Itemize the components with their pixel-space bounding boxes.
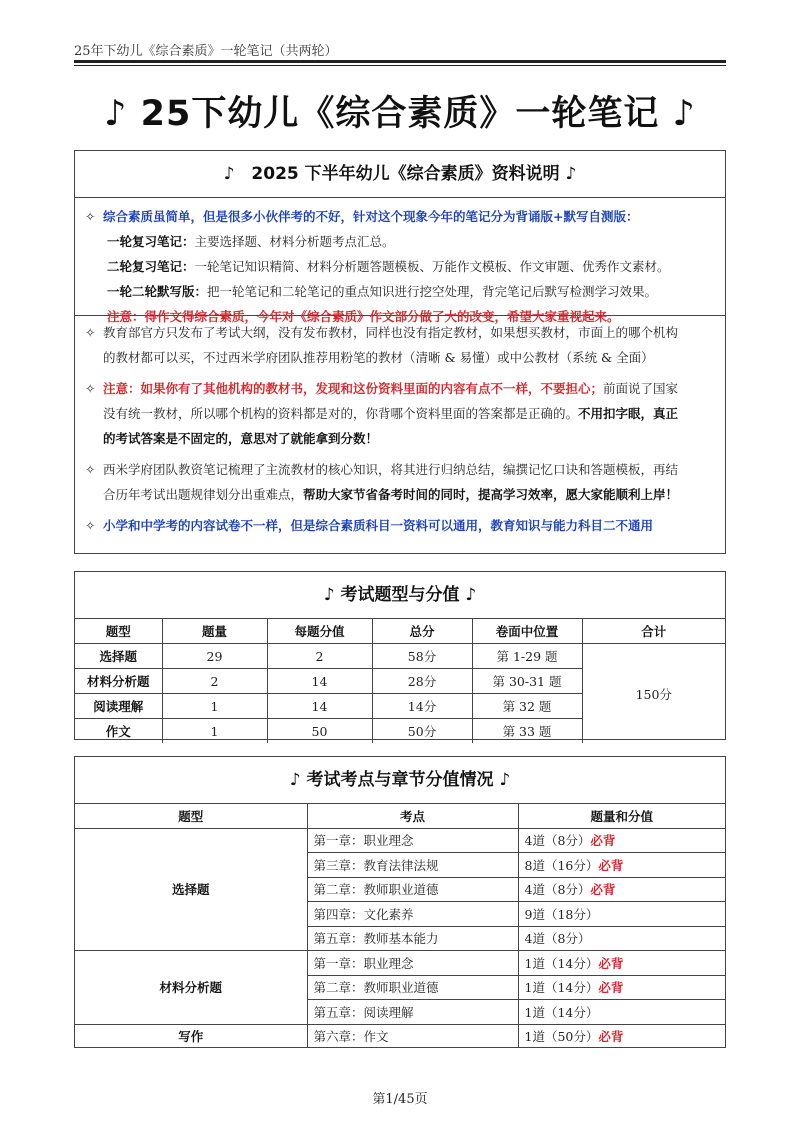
score-text: 4道（8分） bbox=[524, 833, 591, 849]
position-cell: 第 32 题 bbox=[472, 694, 582, 719]
team-notes-line-2a: 合历年考试出题规律划分出重难点， bbox=[103, 487, 304, 502]
header-cell: 考点 bbox=[307, 804, 518, 829]
running-header: 25年下幼儿《综合素质》一轮笔记（共两轮） bbox=[74, 44, 338, 59]
topic-cell: 第一章：职业理念 bbox=[307, 951, 518, 976]
topic-cell: 第五章：阅读理解 bbox=[307, 1000, 518, 1025]
score-cell bbox=[518, 926, 725, 951]
textbook-line-2: 的教材都可以买，不过西米学府团队推荐用粉笔的教材（清晰 & 易懂）或中公教材（系统 & 全面） bbox=[103, 350, 654, 365]
team-notes-line-2b: 帮助大家节省备考时间的同时，提高学习效率，愿大家能顺利上岸！ bbox=[303, 487, 679, 502]
score-cell bbox=[518, 877, 725, 902]
header-cell: 题量和分值 bbox=[518, 804, 725, 829]
page-title: ♪ 25下幼儿《综合素质》一轮笔记 ♪ bbox=[104, 94, 696, 134]
must-memorize-badge: 必背 bbox=[590, 833, 616, 849]
intro-block-notes bbox=[75, 198, 725, 324]
header-cell: 每题分值 bbox=[267, 619, 372, 644]
diamond-bullet-icon: ✧ bbox=[85, 325, 96, 340]
header-cell: 题量 bbox=[162, 619, 267, 644]
points-cell: 50 bbox=[267, 719, 372, 744]
must-memorize-badge: 必背 bbox=[598, 980, 624, 996]
topic-cell: 第二章：教师职业道德 bbox=[307, 877, 518, 902]
score-cell bbox=[518, 975, 725, 1000]
must-memorize-badge: 必背 bbox=[590, 882, 616, 898]
other-textbook-warning: 注意：如果你有了其他机构的教材书，发现和这份资料里面的内容有点不一样，不要担心； bbox=[103, 381, 604, 396]
type-cell: 写作 bbox=[75, 1024, 307, 1048]
score-cell bbox=[518, 951, 725, 976]
score-cell bbox=[518, 1000, 725, 1025]
subject-note: 小学和中学考的内容试卷不一样，但是综合素质科目一资料可以通用，教育知识与能力科目二不通用 bbox=[103, 518, 654, 533]
diamond-bullet-icon: ✧ bbox=[85, 381, 96, 396]
subtotal-cell: 14分 bbox=[372, 694, 472, 719]
count-cell: 2 bbox=[162, 669, 267, 694]
score-cell bbox=[518, 828, 725, 853]
subtotal-cell: 28分 bbox=[372, 669, 472, 694]
topic-cell: 第六章：作文 bbox=[307, 1024, 518, 1048]
table-row bbox=[75, 951, 725, 976]
score-text: 1道（14分） bbox=[524, 1004, 599, 1020]
textbook-line-1: 教育部官方只发布了考试大纲，没有发布教材，同样也没有指定教材，如果想买教材，市面上的哪个机构 bbox=[103, 325, 679, 340]
team-notes-line-1: 西米学府团队教资笔记梳理了主流教材的核心知识，将其进行归纳总结，编撰记忆口诀和答题模板，再结 bbox=[103, 462, 679, 477]
essay-note: 注意：得作文得综合素质，今年对《综合素质》作文部分做了大的改变，希望大家重视起来。 bbox=[107, 309, 620, 324]
score-text: 1道（50分） bbox=[524, 1029, 599, 1045]
topic-cell: 第五章：教师基本能力 bbox=[307, 926, 518, 951]
exam-types-box bbox=[74, 571, 726, 740]
first-round-label: 一轮复习笔记： bbox=[107, 234, 195, 249]
total-cell: 150分 bbox=[582, 644, 725, 744]
answer-note-c: 的考试答案是不固定的，意思对了就能拿到分数！ bbox=[103, 431, 379, 446]
dictation-label: 一轮二轮默写版： bbox=[107, 284, 208, 299]
materials-description-box bbox=[74, 150, 726, 554]
score-text: 1道（14分） bbox=[524, 980, 599, 996]
table-row bbox=[75, 828, 725, 853]
score-cell bbox=[518, 853, 725, 878]
score-text: 4道（8分） bbox=[524, 882, 591, 898]
must-memorize-badge: 必背 bbox=[598, 1029, 624, 1045]
subtotal-cell: 58分 bbox=[372, 644, 472, 669]
score-text: 9道（18分） bbox=[524, 906, 599, 922]
table-header-row bbox=[75, 619, 725, 644]
table-header-row bbox=[75, 804, 725, 829]
page-number: 第1/45页 bbox=[372, 1092, 428, 1107]
diamond-bullet-icon: ✧ bbox=[85, 209, 96, 224]
header-cell: 总分 bbox=[372, 619, 472, 644]
subtotal-cell: 50分 bbox=[372, 719, 472, 744]
chapter-box-title: ♪ 考试考点与章节分值情况 ♪ bbox=[289, 770, 511, 790]
points-cell: 14 bbox=[267, 669, 372, 694]
type-cell: 材料分析题 bbox=[75, 669, 162, 694]
other-textbook-rest: 前面说了国家 bbox=[603, 381, 679, 396]
score-text: 1道（14分） bbox=[524, 955, 599, 971]
type-cell: 选择题 bbox=[75, 644, 162, 669]
table-row bbox=[75, 644, 725, 669]
score-text: 8道（16分） bbox=[524, 857, 599, 873]
topic-cell: 第一章：职业理念 bbox=[307, 828, 518, 853]
intro-lead-text: 综合素质虽简单，但是很多小伙伴考的不好，针对这个现象今年的笔记分为背诵版+默写自测版： bbox=[103, 209, 639, 224]
table-row bbox=[75, 1024, 725, 1048]
count-cell: 1 bbox=[162, 719, 267, 744]
header-cell: 题型 bbox=[75, 804, 307, 829]
answer-note-a: 没有统一教材，所以哪个机构的资料都是对的，你背哪个资料里面的答案都是正确的。 bbox=[103, 406, 579, 421]
topic-cell: 第四章：文化素养 bbox=[307, 902, 518, 927]
header-cell: 合计 bbox=[582, 619, 725, 644]
type-cell: 材料分析题 bbox=[75, 951, 307, 1025]
answer-note-b: 不用扣字眼，真正 bbox=[578, 406, 679, 421]
diamond-bullet-icon: ✧ bbox=[85, 518, 96, 533]
must-memorize-badge: 必背 bbox=[598, 955, 624, 971]
points-cell: 2 bbox=[267, 644, 372, 669]
dictation-text: 把一轮笔记和二轮笔记的重点知识进行挖空处理，背完笔记后默写检测学习效果。 bbox=[207, 284, 658, 299]
type-cell: 作文 bbox=[75, 719, 162, 744]
header-rule-thin bbox=[74, 65, 726, 66]
intro-box-title: ♪ 2025 下半年幼儿《综合素质》资料说明 ♪ bbox=[75, 151, 725, 198]
position-cell: 第 30-31 题 bbox=[472, 669, 582, 694]
second-round-text: 一轮笔记知识精简、材料分析题答题模板、万能作文模板、作文审题、优秀作文素材。 bbox=[194, 259, 670, 274]
exam-types-table bbox=[75, 618, 725, 743]
exam-box-title: ♪ 考试题型与分值 ♪ bbox=[323, 585, 477, 605]
score-text: 4道（8分） bbox=[524, 931, 591, 947]
diamond-bullet-icon: ✧ bbox=[85, 462, 96, 477]
count-cell: 29 bbox=[162, 644, 267, 669]
type-cell: 阅读理解 bbox=[75, 694, 162, 719]
count-cell: 1 bbox=[162, 694, 267, 719]
points-cell: 14 bbox=[267, 694, 372, 719]
chapter-scores-table bbox=[75, 803, 725, 1048]
position-cell: 第 33 题 bbox=[472, 719, 582, 744]
chapter-scores-box bbox=[74, 756, 726, 1048]
score-cell bbox=[518, 1024, 725, 1048]
type-cell: 选择题 bbox=[75, 828, 307, 951]
position-cell: 第 1-29 题 bbox=[472, 644, 582, 669]
first-round-text: 主要选择题、材料分析题考点汇总。 bbox=[194, 234, 395, 249]
must-memorize-badge: 必背 bbox=[598, 857, 624, 873]
topic-cell: 第二章：教师职业道德 bbox=[307, 975, 518, 1000]
header-cell: 题型 bbox=[75, 619, 162, 644]
score-cell bbox=[518, 902, 725, 927]
second-round-label: 二轮复习笔记： bbox=[107, 259, 195, 274]
header-rule bbox=[74, 60, 726, 63]
header-cell: 卷面中位置 bbox=[472, 619, 582, 644]
topic-cell: 第三章：教育法律法规 bbox=[307, 853, 518, 878]
intro-block-textbooks bbox=[75, 316, 725, 542]
